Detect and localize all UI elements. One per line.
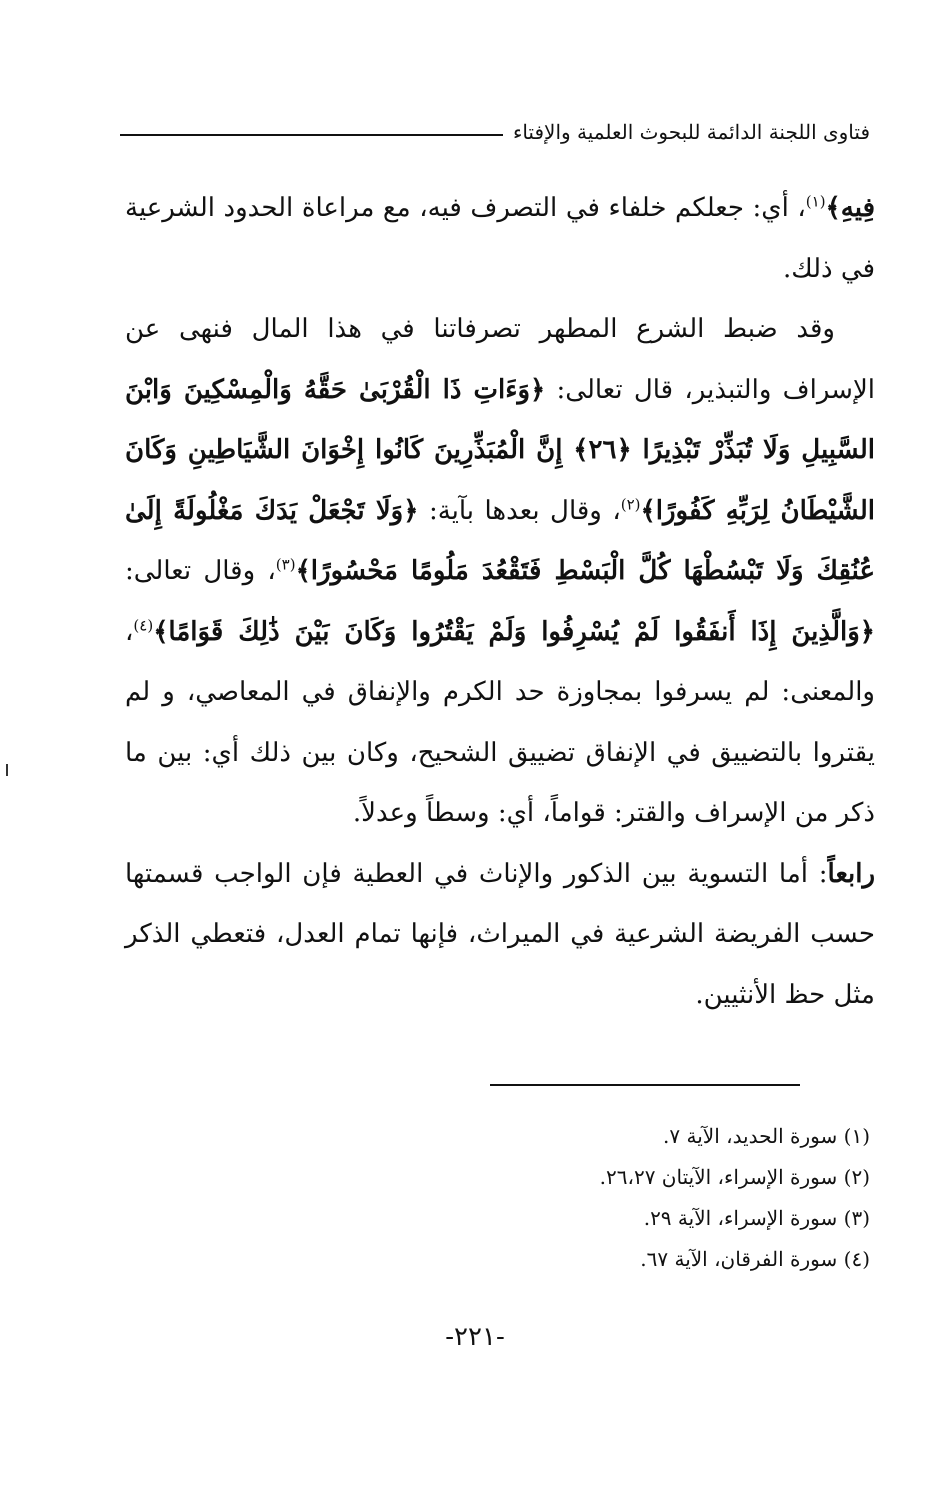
quran-fragment: فِيهِ﴾ (825, 193, 875, 223)
footnote-3: (٣) سورة الإسراء، الآية ٢٩. (643, 1206, 870, 1230)
running-header (120, 112, 870, 152)
page-number: -٢٢١- (445, 1322, 505, 1352)
paragraph-3-label: رابعاً (827, 858, 875, 889)
paragraph-2 (125, 299, 875, 844)
header-rule (120, 134, 503, 136)
footnote-2: (٢) سورة الإسراء، الآيتان ٢٦،٢٧. (599, 1165, 870, 1189)
quran-verse-isra-26-27: ﴿وَءَاتِ ذَا الْقُرْبَىٰ حَقَّهُ وَالْمِسْكِينَ وَابْنَ السَّبِيلِ وَلَا تُبَذِّرْ تَبْذِيرًا ﴿٢٦﴾ إِنَّ الْمُبَذِّرِينَ كَانُوا إِخْوَانَ الشَّيَاطِينِ وَكَانَ الشَّيْطَانُ لِرَبِّهِ كَفُورًا﴾ (125, 374, 876, 526)
paragraph-3-text: : أما التسوية بين الذكور والإناث في العطية فإن الواجب قسمتها حسب الفريضة الشرعية في الميراث، فإنها تمام العدل، فتعطي الذكر مثل حظ الأنثيين. (125, 858, 875, 1010)
quran-verse-furqan-67: ﴿وَالَّذِينَ إِذَا أَنفَقُوا لَمْ يُسْرِفُوا وَلَمْ يَقْتُرُوا وَكَانَ بَيْنَ ذَٰلِكَ قَوَامًا﴾ (153, 616, 875, 647)
paragraph-3 (125, 844, 875, 1026)
footnote-separator (490, 1084, 800, 1086)
footnote-4: (٤) سورة الفرقان، الآية ٦٧. (640, 1247, 870, 1271)
footnote-ref-2: (٢) (620, 494, 641, 513)
footnotes (300, 1116, 870, 1280)
footnote-1: (١) سورة الحديد، الآية ٧. (663, 1124, 870, 1148)
footnote-ref-4: (٤) (133, 615, 154, 634)
paragraph-2-mid-2: ، وقال تعالى: (125, 556, 276, 586)
paragraph-2-intro: وقد ضبط الشرع المطهر تصرفاتنا في هذا المال فنهى عن الإسراف والتبذير، قال تعالى: (125, 314, 876, 405)
paragraph-1-text: ، أي: جعلكم خلفاء في التصرف فيه، مع مراعاة الحدود الشرعية في ذلك. (125, 193, 875, 284)
footnote-ref-1: (١) (805, 192, 826, 211)
main-text (125, 178, 875, 1025)
paragraph-2-mid-1: ، وقال بعدها بآية: (428, 495, 621, 526)
paragraph-1 (125, 178, 875, 299)
paragraph-2-tail: ، والمعنى: لم يسرفوا بمجاوزة حد الكرم والإنفاق في المعاصي، و لم يقتروا بالتضييق في الإنفاق تضييق الشحيح، وكان بين ذلك أي: بين ما ذكر من الإسراف والقتر: قواماً، أي: وسطاً وعدلاً. (125, 616, 875, 828)
footnote-ref-3: (٣) (275, 555, 296, 574)
header-title: فتاوى اللجنة الدائمة للبحوث العلمية والإفتاء (512, 120, 870, 144)
quran-verse-isra-29: ﴿وَلَا تَجْعَلْ يَدَكَ مَغْلُولَةً إِلَىٰ عُنُقِكَ وَلَا تَبْسُطْهَا كُلَّ الْبَسْطِ فَتَقْعُدَ مَلُومًا مَحْسُورًا﴾ (125, 495, 875, 586)
scan-edge-mark (6, 764, 8, 776)
